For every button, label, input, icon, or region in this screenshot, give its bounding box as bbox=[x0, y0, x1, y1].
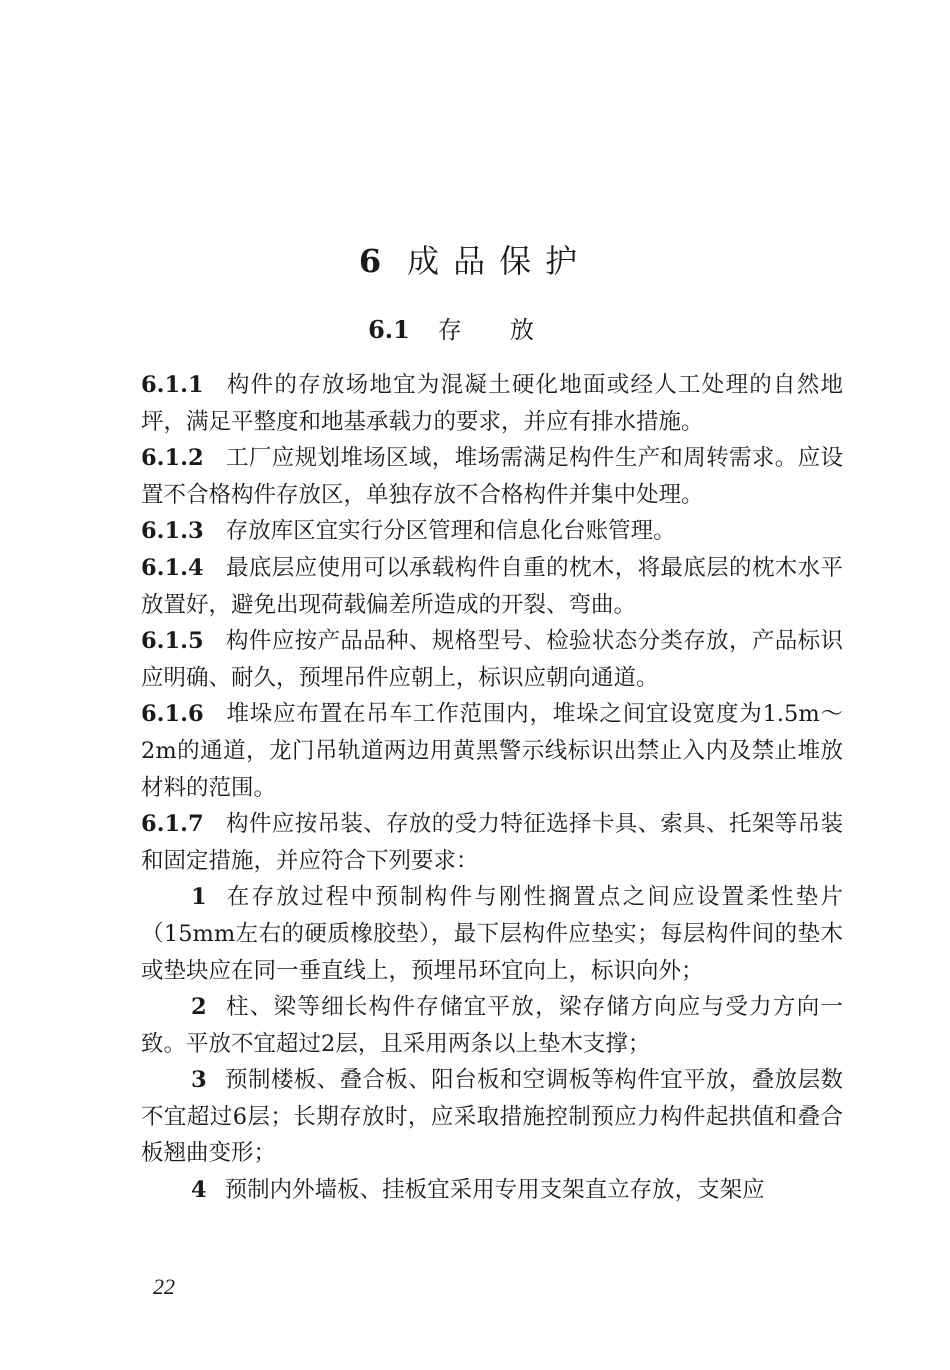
item-text: 预制楼板、叠合板、阳台板和空调板等构件宜平放，叠放层数不宜超过6层；长期存放时，应采取措施控制预应力构件起拱值和叠合板翘曲变形； bbox=[141, 1067, 843, 1167]
item-text: 预制内外墙板、挂板宜采用专用支架直立存放，支架应 bbox=[224, 1177, 765, 1204]
list-item-3 bbox=[141, 1062, 843, 1172]
clause-text: 堆垛应布置在吊车工作范围内，堆垛之间宜设宽度为1.5m～2m的通道，龙门吊轨道两边用黄黑警示线标识出禁止入内及禁止堆放材料的范围。 bbox=[141, 701, 843, 801]
item-number: 4 bbox=[191, 1177, 207, 1204]
section-title: 存放 bbox=[437, 316, 582, 344]
clause-6-1-6 bbox=[141, 696, 843, 806]
section-number: 6.1 bbox=[368, 315, 410, 344]
clause-6-1-1 bbox=[141, 367, 843, 440]
clause-text: 构件应按产品品种、规格型号、检验状态分类存放，产品标识应明确、耐久，预埋吊件应朝上，标识应朝向通道。 bbox=[141, 628, 843, 691]
clause-text: 构件的存放场地宜为混凝土硬化地面或经人工处理的自然地坪，满足平整度和地基承载力的要求，并应有排水措施。 bbox=[141, 372, 843, 435]
clause-number: 6.1.3 bbox=[141, 518, 204, 545]
page-number: 22 bbox=[153, 1274, 175, 1299]
clause-6-1-2 bbox=[141, 440, 843, 513]
clause-number: 6.1.4 bbox=[141, 554, 204, 581]
clause-number: 6.1.7 bbox=[141, 811, 204, 838]
item-number: 1 bbox=[191, 884, 207, 911]
clause-6-1-7 bbox=[141, 806, 843, 879]
clause-number: 6.1.5 bbox=[141, 628, 204, 655]
section-heading bbox=[0, 313, 950, 347]
clause-text: 工厂应规划堆场区域，堆场需满足构件生产和周转需求。应设置不合格构件存放区，单独存放不合格构件并集中处理。 bbox=[141, 445, 843, 508]
clause-6-1-3 bbox=[141, 513, 843, 550]
clause-text: 构件应按吊装、存放的受力特征选择卡具、索具、托架等吊装和固定措施，并应符合下列要求： bbox=[141, 811, 843, 874]
clause-6-1-4 bbox=[141, 550, 843, 623]
clause-6-1-5 bbox=[141, 623, 843, 696]
list-item-4 bbox=[141, 1172, 843, 1209]
clause-number: 6.1.2 bbox=[141, 445, 204, 472]
chapter-heading bbox=[0, 238, 950, 284]
list-item-2 bbox=[141, 989, 843, 1062]
clause-text: 存放库区宜实行分区管理和信息化台账管理。 bbox=[225, 518, 676, 545]
clause-text: 最底层应使用可以承载构件自重的枕木，将最底层的枕木水平放置好，避免出现荷载偏差所造成的开裂、弯曲。 bbox=[141, 554, 843, 618]
item-text: 在存放过程中预制构件与刚性搁置点之间应设置柔性垫片（15mm左右的硬质橡胶垫），最下层构件应垫实；每层构件间的垫木或垫块应在同一垂直线上，预埋吊环宜向上，标识向外； bbox=[141, 884, 843, 984]
list-item-1 bbox=[141, 879, 843, 989]
clause-number: 6.1.1 bbox=[141, 372, 204, 398]
body-text bbox=[141, 367, 843, 1209]
item-number: 3 bbox=[191, 1067, 207, 1094]
item-number: 2 bbox=[191, 994, 207, 1021]
chapter-number: 6 bbox=[358, 242, 382, 280]
item-text: 柱、梁等细长构件存储宜平放，梁存储方向应与受力方向一致。平放不宜超过2层，且采用两条以上垫木支撑； bbox=[141, 994, 843, 1057]
clause-number: 6.1.6 bbox=[141, 701, 204, 728]
chapter-title: 成品保护 bbox=[407, 242, 592, 280]
